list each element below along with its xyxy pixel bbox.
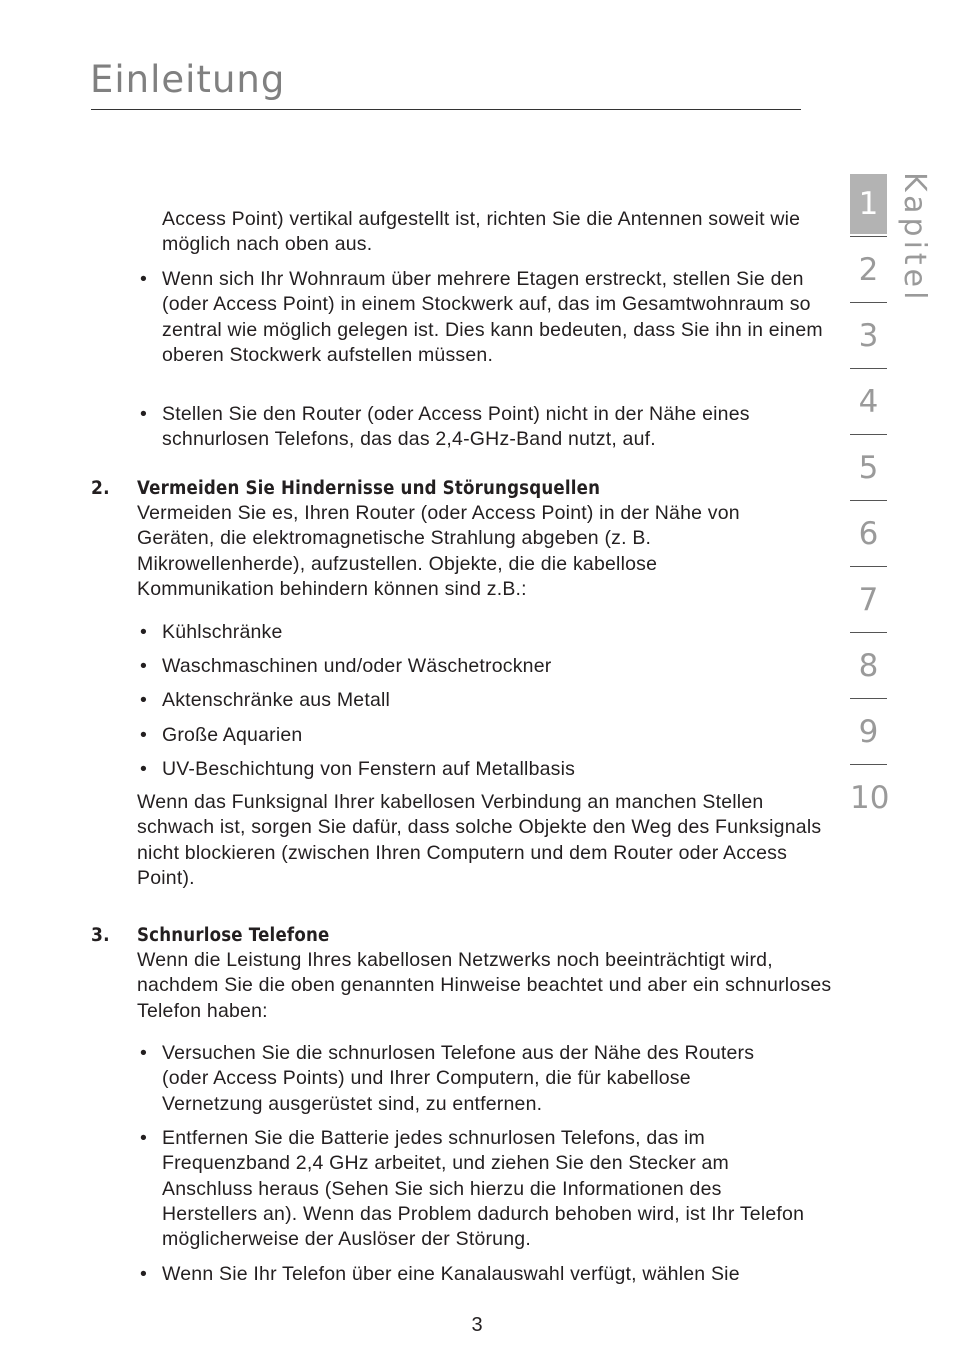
section-number: 3. <box>91 924 110 946</box>
section-paragraph: Vermeiden Sie es, Ihren Router (oder Access Point) in der Nähe von Geräten, die elektromagnetische Strahlung abgeben (z. B. Mikrowellenherde), aufzustellen. Objekte, die die kabellose Kommunikation behindern können sind z.B.: <box>137 502 740 600</box>
bullet-marker: • <box>140 268 148 290</box>
bullet-marker: • <box>140 655 148 677</box>
chapter-divider <box>850 434 887 435</box>
chapter-tab-10[interactable]: 10 <box>850 780 890 816</box>
chapter-tab-2[interactable]: 2 <box>858 252 879 288</box>
chapter-divider <box>850 632 887 633</box>
list-item: Versuchen Sie die schnurlosen Telefone aus der Nähe des Routers (oder Access Points) und Ihrer Computern, die für kabellose Vernetzung ausgerüstet sind, zu entfernen. <box>162 1042 755 1115</box>
chapter-tab-4[interactable]: 4 <box>858 384 879 420</box>
bullet-marker: • <box>140 1042 148 1064</box>
chapter-divider <box>850 368 887 369</box>
list-item: Entfernen Sie die Batterie jedes schnurlosen Telefons, das im Frequenzband 2,4 GHz arbeitet, und ziehen Sie den Stecker am Anschluss heraus (Sehen Sie sich hierzu die Informationen des Herstellers an). Wenn das Problem dadurch behoben wird, ist Ihr Telefon möglicherweise der Auslöser der Störung. <box>162 1127 805 1251</box>
chapter-divider <box>850 764 887 765</box>
bullet-marker: • <box>140 758 148 780</box>
chapter-divider <box>850 566 887 567</box>
bullet-marker: • <box>140 689 148 711</box>
continued-text: Access Point) vertikal aufgestellt ist, richten Sie die Antennen soweit wie möglich nach oben aus. <box>162 208 801 256</box>
bullet-marker: • <box>140 724 148 746</box>
chapter-tab-6[interactable]: 6 <box>858 516 879 552</box>
chapter-tab-3[interactable]: 3 <box>858 318 879 354</box>
chapter-tab-9[interactable]: 9 <box>858 714 879 750</box>
chapter-divider <box>850 500 887 501</box>
section-closing: Wenn das Funksignal Ihrer kabellosen Verbindung an manchen Stellen schwach ist, sorgen Sie dafür, dass solche Objekte den Weg des Funksignals nicht blockieren (zwischen Ihren Computern und dem Router oder Access Point). <box>137 791 822 889</box>
bullet-marker: • <box>140 621 148 643</box>
page-number: 3 <box>471 1314 483 1336</box>
chapter-label: Kapitel <box>897 172 932 304</box>
page-title: Einleitung <box>90 58 286 101</box>
bullet-marker: • <box>140 1263 148 1285</box>
chapter-divider <box>850 698 887 699</box>
chapter-tab-7[interactable]: 7 <box>858 582 879 618</box>
title-rule <box>91 109 801 110</box>
chapter-tab-1[interactable]: 1 <box>850 174 887 234</box>
bullet-marker: • <box>140 1127 148 1149</box>
chapter-tab-8[interactable]: 8 <box>858 648 879 684</box>
list-item: Wenn sich Ihr Wohnraum über mehrere Etagen erstreckt, stellen Sie den (oder Access Point) in einem Stockwerk auf, das im Gesamtwohnraum so zentral wie möglich gelegen ist. Dies kann bedeuten, dass Sie ihn in einem oberen Stockwerk aufstellen müssen. <box>162 268 823 366</box>
list-item: Waschmaschinen und/oder Wäschetrockner <box>162 655 552 677</box>
chapter-tab-5[interactable]: 5 <box>858 450 879 486</box>
list-item: UV-Beschichtung von Fenstern auf Metallbasis <box>162 758 576 780</box>
section-paragraph: Wenn die Leistung Ihres kabellosen Netzwerks noch beeinträchtigt wird, nachdem Sie die oben genannten Hinweise beachtet und aber ein schnurloses Telefon haben: <box>137 949 832 1022</box>
list-item: Große Aquarien <box>162 724 303 746</box>
list-item: Aktenschränke aus Metall <box>162 689 391 711</box>
list-item: Kühlschränke <box>162 621 283 643</box>
chapter-divider <box>850 302 887 303</box>
section-heading: Vermeiden Sie Hindernisse und Störungsquellen <box>137 478 601 499</box>
list-item: Wenn Sie Ihr Telefon über eine Kanalauswahl verfügt, wählen Sie <box>162 1263 740 1285</box>
section-heading: Schnurlose Telefone <box>137 925 330 946</box>
bullet-marker: • <box>140 403 148 425</box>
list-item: Stellen Sie den Router (oder Access Point) nicht in der Nähe eines schnurlosen Telefons, das das 2,4-GHz-Band nutzt, auf. <box>162 403 750 451</box>
chapter-divider <box>850 236 887 237</box>
section-number: 2. <box>91 477 110 499</box>
